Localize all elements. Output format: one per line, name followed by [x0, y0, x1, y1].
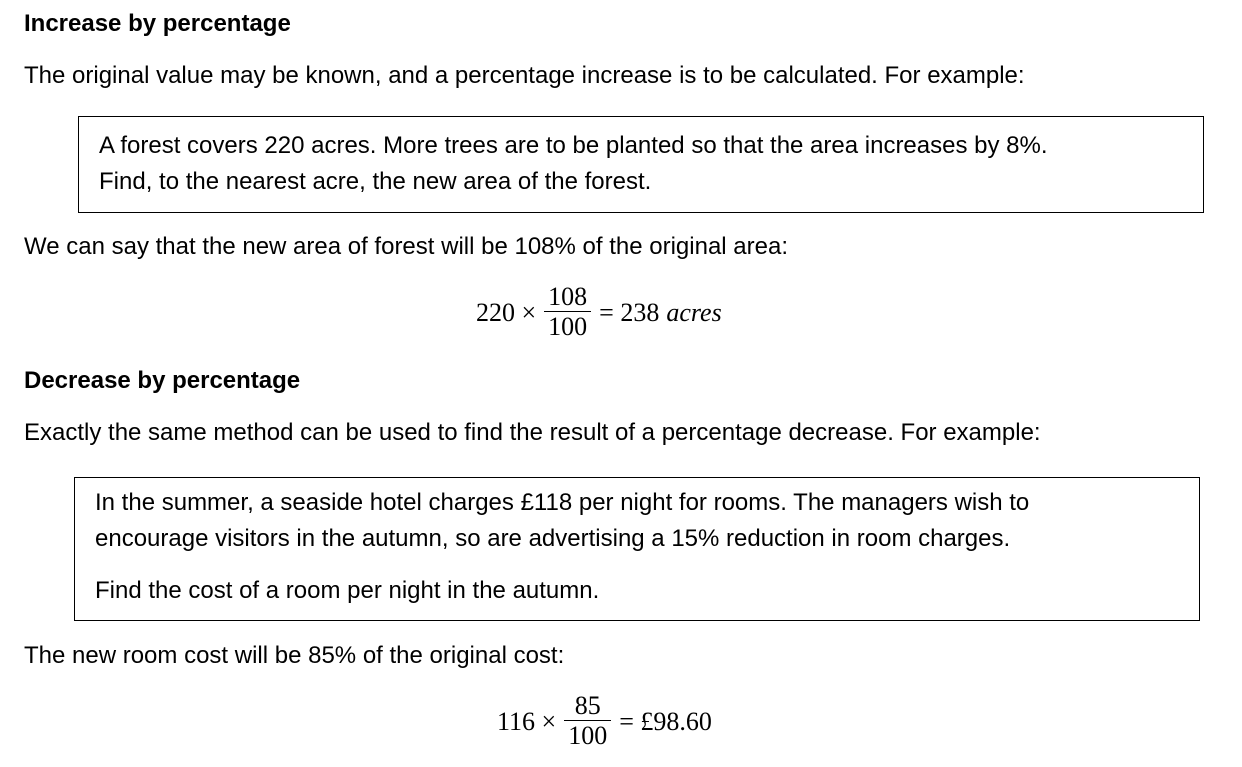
equation-left: 220 ×: [476, 297, 537, 327]
equation-decrease: [497, 692, 712, 751]
example-line: In the summer, a seaside hotel charges £118 per night for rooms. The managers wish to: [95, 489, 1030, 516]
fraction: [544, 283, 591, 342]
example-line: Find, to the nearest acre, the new area of the forest.: [99, 168, 652, 195]
equation-left: 116 ×: [497, 706, 557, 736]
explanation-paragraph-decrease: The new room cost will be 85% of the original cost:: [24, 642, 565, 669]
example-box-hotel: [74, 477, 1200, 621]
example-line: Find the cost of a room per night in the autumn.: [95, 577, 600, 604]
section-heading-increase: Increase by percentage: [24, 10, 291, 37]
section-heading-decrease: Decrease by percentage: [24, 367, 301, 394]
example-line: encourage visitors in the autumn, so are advertising a 15% reduction in room charges.: [95, 525, 1011, 552]
fraction: [564, 692, 611, 751]
equation-result: = 238: [599, 297, 660, 327]
explanation-paragraph-increase: We can say that the new area of forest will be 108% of the original area:: [24, 233, 788, 260]
fraction-denominator: 100: [568, 721, 608, 750]
intro-paragraph-decrease: Exactly the same method can be used to find the result of a percentage decrease. For example:: [24, 419, 1041, 446]
equation-increase: [476, 283, 722, 342]
fraction-numerator: 108: [548, 282, 588, 311]
equation-result: = £98.60: [619, 706, 712, 736]
intro-paragraph-increase: The original value may be known, and a percentage increase is to be calculated. For example:: [24, 62, 1025, 89]
example-box-forest: [78, 116, 1204, 213]
fraction-numerator: 85: [574, 691, 601, 720]
example-line: A forest covers 220 acres. More trees are to be planted so that the area increases by 8%.: [99, 132, 1048, 159]
equation-unit: acres: [666, 297, 722, 327]
fraction-denominator: 100: [548, 312, 588, 341]
